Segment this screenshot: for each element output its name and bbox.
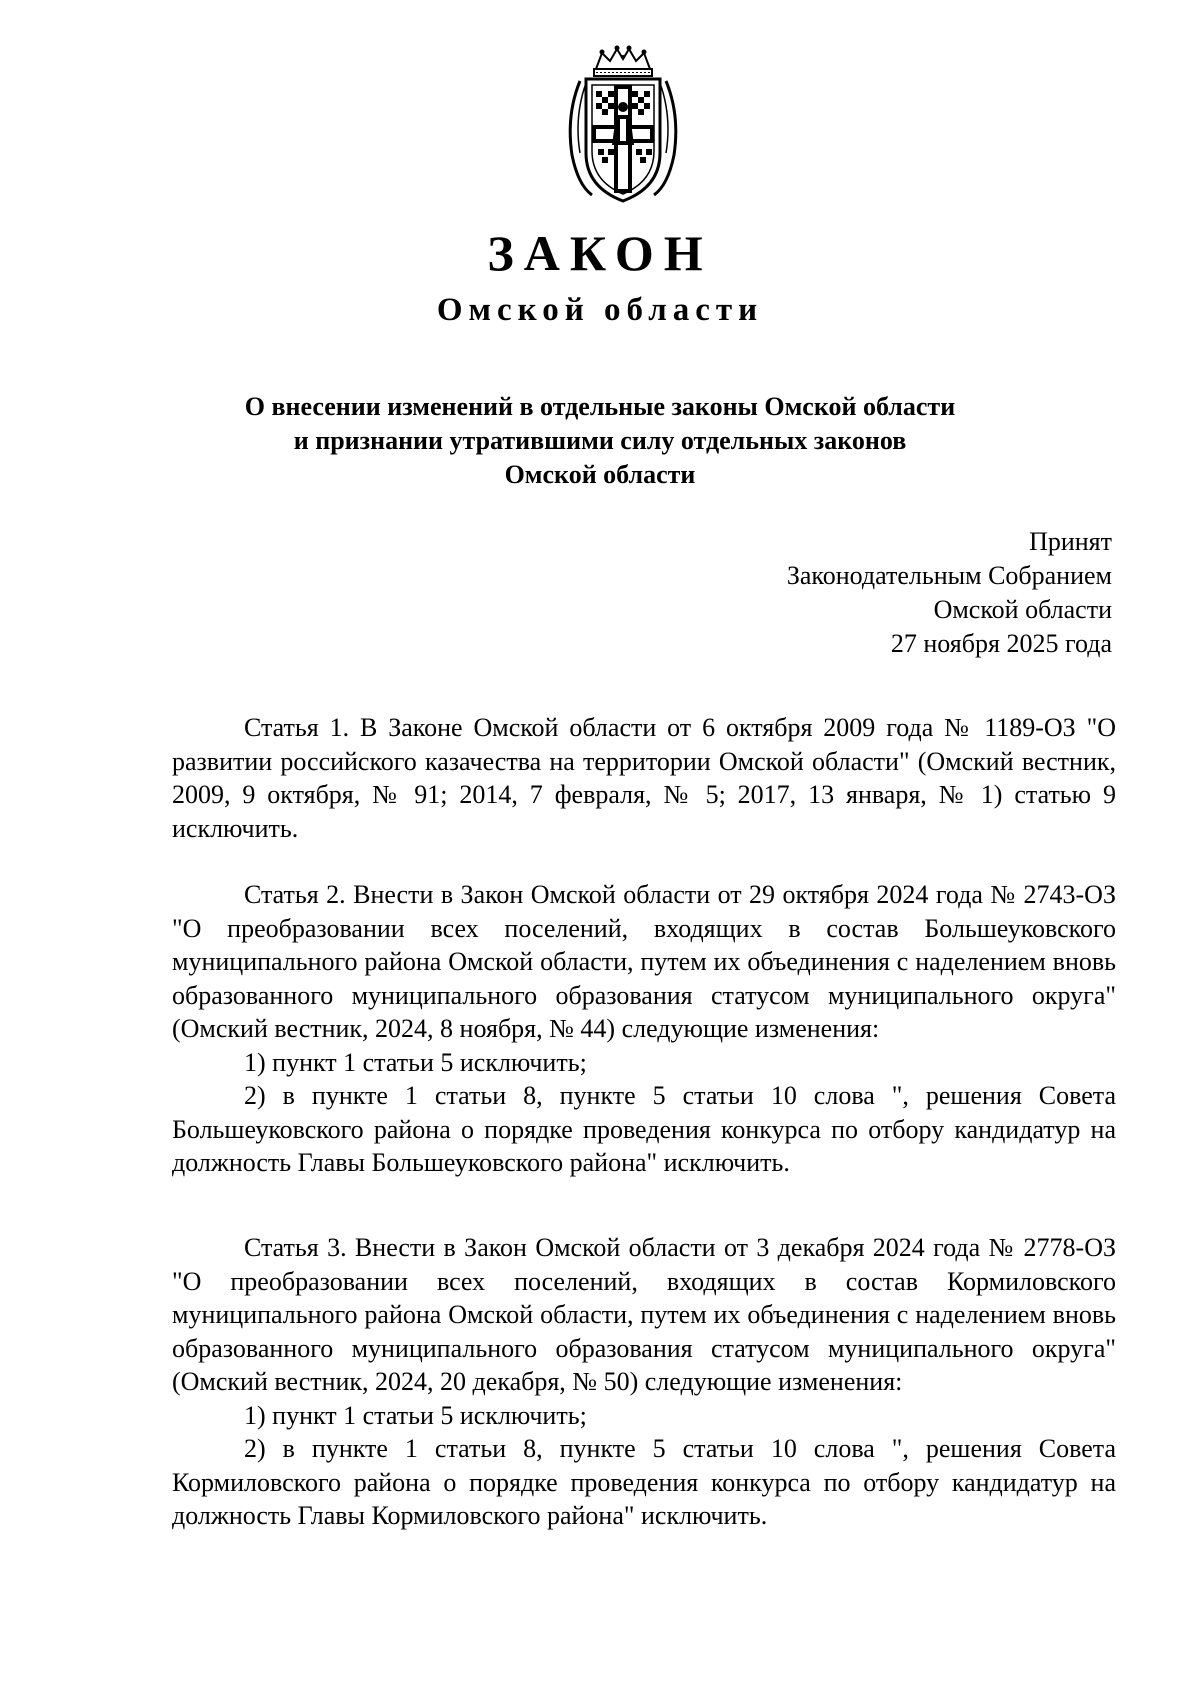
article-1: [172, 711, 1116, 845]
adoption-line: Законодательным Собранием: [786, 561, 1112, 590]
article-item: 2) в пункте 1 статьи 8, пункте 5 статьи 10 слова ", решения Совета Большеуковского района о порядке проведения конкурса по отбору кандидатур на должность Главы Большеуковского района" исключить.: [172, 1081, 1116, 1177]
adoption-block: [787, 525, 1112, 661]
law-subject-line: Омской области: [504, 460, 696, 489]
adoption-line: Омской области: [933, 595, 1112, 624]
article-item: 1) пункт 1 статьи 5 исключить;: [244, 1047, 587, 1077]
law-subject-line: и признании утратившими силу отдельных законов: [293, 426, 907, 455]
article-2: [172, 878, 1116, 1180]
law-subject-line: О внесении изменений в отдельные законы Омской области: [244, 392, 956, 421]
adoption-line: Принят: [1029, 527, 1112, 556]
article-text: Статья 3. Внести в Закон Омской области от 3 декабря 2024 года № 2778-ОЗ "О преобразовании всех поселений, входящих в состав Кормиловского муниципального района Омской области, путем их объединения с наделением вновь образованного муниципального образования статусом муниципального округа" (Омский вестник, 2024, 20 декабря, № 50) следующие изменения:: [172, 1233, 1116, 1396]
article-3: [172, 1231, 1116, 1533]
adoption-date: 27 ноября 2025 года: [890, 629, 1112, 658]
omsk-coat-of-arms-emblem: [562, 45, 684, 205]
article-text: Статья 1. В Законе Омской области от 6 октября 2009 года № 1189-ОЗ "О развитии российского казачества на территории Омской области" (Омский вестник, 2009, 9 октября, № 91; 2014, 7 февраля, № 5; 2017, 13 января, № 1) статью 9 исключить.: [172, 713, 1116, 843]
article-text: Статья 2. Внести в Закон Омской области от 29 октября 2024 года № 2743-ОЗ "О преобразовании всех поселений, входящих в состав Большеуковского муниципального района Омской области, путем их объединения с наделением вновь образованного муниципального образования статусом муниципального округа" (Омский вестник, 2024, 8 ноября, № 44) следующие изменения:: [172, 880, 1116, 1043]
law-subject-heading: [200, 390, 1000, 492]
law-title: ЗАКОН: [487, 225, 713, 281]
article-item: 2) в пункте 1 статьи 8, пункте 5 статьи 10 слова ", решения Совета Кормиловского района о порядке проведения конкурса по отбору кандидатур на должность Главы Кормиловского района" исключить.: [172, 1434, 1116, 1530]
article-item: 1) пункт 1 статьи 5 исключить;: [244, 1400, 587, 1430]
law-region: Омской области: [436, 292, 764, 328]
